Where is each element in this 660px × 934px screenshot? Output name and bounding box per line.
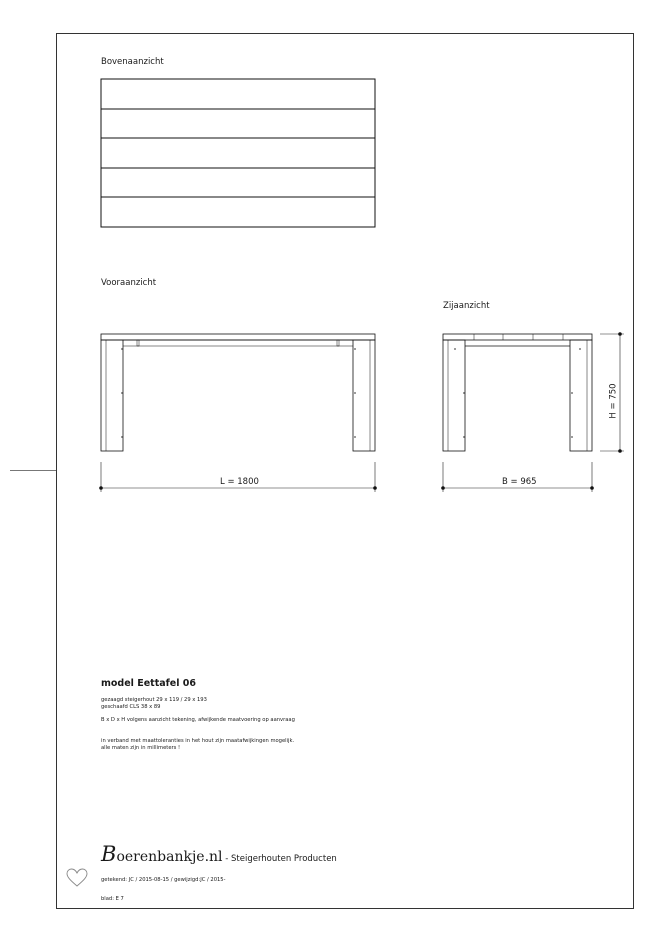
heart-outline-icon <box>66 868 88 892</box>
material-line-2: geschaafd CLS 38 x 89 <box>101 704 161 710</box>
units-note: alle maten zijn in millimeters ! <box>101 745 181 751</box>
length-label: L = 1800 <box>220 477 259 487</box>
top-plank <box>101 197 375 227</box>
side-view <box>443 334 592 451</box>
front-screws <box>121 348 356 438</box>
front-view <box>101 334 375 451</box>
brand-line <box>101 842 337 866</box>
side-screws <box>454 348 581 438</box>
front-view-label: Vooraanzicht <box>101 278 157 288</box>
front-tabletop <box>101 334 375 340</box>
brand-subtitle: - Steigerhouten Producten <box>222 854 337 864</box>
side-leg-left <box>443 340 465 451</box>
sheet-number: blad: E 7 <box>101 896 124 902</box>
brand-initial: B <box>101 842 117 866</box>
top-plank <box>101 109 375 138</box>
width-label: B = 965 <box>502 477 537 487</box>
front-leg-right <box>353 340 375 451</box>
height-label: H = 750 <box>608 383 619 419</box>
dimension-note: B x D x H volgens aanzicht tekening, afwijkende maatvoering op aanvraag <box>101 717 295 723</box>
dimension-dots <box>99 332 622 490</box>
drawn-by-info: getekend: JC / 2015-08-15 / gewijzigd:JC / 2015- <box>101 877 226 883</box>
side-tabletop <box>443 334 592 340</box>
tolerance-note: in verband met maattoleranties in het hout zijn maatafwijkingen mogelijk. <box>101 738 295 744</box>
top-view <box>101 79 375 227</box>
dimension-lines <box>101 334 624 492</box>
side-leg-right <box>570 340 592 451</box>
model-title: model Eettafel 06 <box>101 678 197 689</box>
side-view-label: Zijaanzicht <box>443 301 490 311</box>
material-line-1: gezaagd steigerhout 29 x 119 / 29 x 193 <box>101 697 207 703</box>
brand-name: oerenbankje.nl <box>116 849 223 865</box>
top-plank <box>101 168 375 197</box>
front-leg-left <box>101 340 123 451</box>
top-plank <box>101 79 375 109</box>
top-view-label: Bovenaanzicht <box>101 57 164 67</box>
top-plank <box>101 138 375 168</box>
